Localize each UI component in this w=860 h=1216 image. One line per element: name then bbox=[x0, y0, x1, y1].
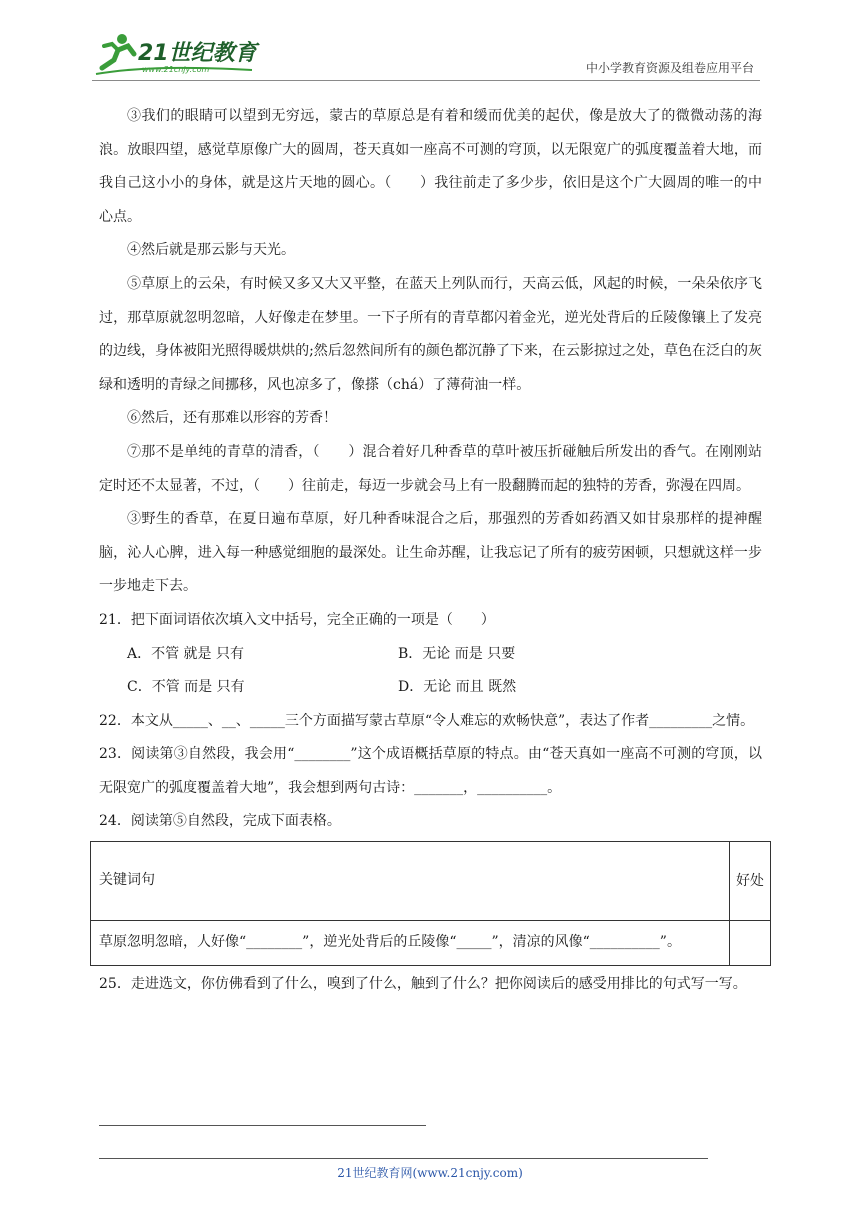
paragraph-4: ④然后就是那云影与天光。 bbox=[127, 242, 295, 259]
question-25: 25．走进选文，你仿佛看到了什么，嗅到了什么，触到了什么？把你阅读后的感受用排比的句式写一写。 bbox=[99, 976, 747, 993]
logo-text: 21世纪教育 bbox=[138, 41, 257, 66]
page-footer: 21世纪教育网(www.21cnjy.com) bbox=[337, 1166, 523, 1180]
paragraph-6: ⑥然后，还有那难以形容的芳香！ bbox=[127, 410, 337, 427]
table-row bbox=[91, 842, 771, 921]
paragraph-8: ③野生的香草，在夏日遍布草原，好几种香味混合之后，那强烈的芳香如药酒又如甘泉那样的提神醒脑，沁人心脾，进入每一种感觉细胞的最深处。让生命苏醒，让我忘记了所有的疲劳困顿，只想就这样一步一步地走下去。 bbox=[99, 511, 762, 595]
option-b: B．无论 而是 只要 bbox=[398, 645, 516, 662]
option-c: C．不管 而是 只有 bbox=[127, 679, 245, 696]
runner-logo-icon bbox=[92, 30, 262, 78]
question-23: 23．阅读第③自然段，我会用“________”这个成语概括草原的特点。由“苍天真如一座高不可测的穹顶，以无限宽广的弧度覆盖着大地”，我会想到两句古诗：_______，__________。 bbox=[99, 746, 762, 796]
table-side-header: 好处 bbox=[730, 842, 771, 921]
table-header-cell: 关键词句 bbox=[91, 842, 730, 921]
paragraph-3: ③我们的眼睛可以望到无穷远，蒙古的草原总是有着和缓而优美的起伏，像是放大了的微微动荡的海浪。放眼四望，感觉草原像广大的圆周，苍天真如一座高不可测的穹顶，以无限宽广的弧度覆盖着大地，而我自己这小小的身体，就是这片天地的圆心。（ ）我往前走了多少步，依旧是这个广大圆周的唯一的中心点。 bbox=[99, 108, 762, 225]
footer-divider bbox=[99, 1158, 708, 1159]
platform-name: 中小学教育资源及组卷应用平台 bbox=[585, 61, 754, 75]
page-header bbox=[92, 30, 760, 81]
question-21: 21．把下面词语依次填入文中括号，完全正确的一项是（ ） bbox=[99, 611, 495, 628]
document-body bbox=[99, 100, 762, 1002]
option-a: A．不管 就是 只有 bbox=[127, 645, 245, 662]
question-21-options bbox=[127, 638, 762, 705]
logo-url: www.21cnjy.com bbox=[142, 65, 210, 74]
answer-line[interactable] bbox=[99, 1125, 426, 1126]
question-22: 22．本文从_____、__、_____三个方面描写蒙古草原“令人难忘的欢畅快意”，表达了作者_________之情。 bbox=[99, 712, 755, 729]
site-logo bbox=[92, 30, 262, 78]
table-empty-cell[interactable] bbox=[730, 921, 771, 966]
table-row bbox=[91, 921, 771, 966]
table-body-cell: 草原忽明忽暗，人好像“________”，逆光处背后的丘陵像“_____”，清凉的风像“__________”。 bbox=[91, 921, 730, 966]
paragraph-7: ⑦那不是单纯的青草的清香，（ ）混合着好几种香草的草叶被压折碰触后所发出的香气。在刚刚站定时还不太显著，不过，（ ）往前走，每迈一步就会马上有一股翻腾而起的独特的芳香，弥漫在四周。 bbox=[99, 443, 762, 494]
keyword-table bbox=[90, 841, 771, 966]
option-d: D．无论 而且 既然 bbox=[398, 679, 517, 696]
paragraph-5: ⑤草原上的云朵，有时候又多又大又平整，在蓝天上列队而行，天高云低，风起的时候，一朵朵依序飞过，那草原就忽明忽暗，人好像走在梦里。一下子所有的青草都闪着金光，逆光处背后的丘陵像镶上了发亮的边线，身体被阳光照得暖烘烘的;然后忽然间所有的颜色都沉静了下来，在云影掠过之处，草色在泛白的灰绿和透明的青绿之间挪移，风也凉多了，像搽（chá）了薄荷油一样。 bbox=[99, 275, 762, 393]
question-24: 24．阅读第⑤自然段，完成下面表格。 bbox=[99, 813, 341, 830]
